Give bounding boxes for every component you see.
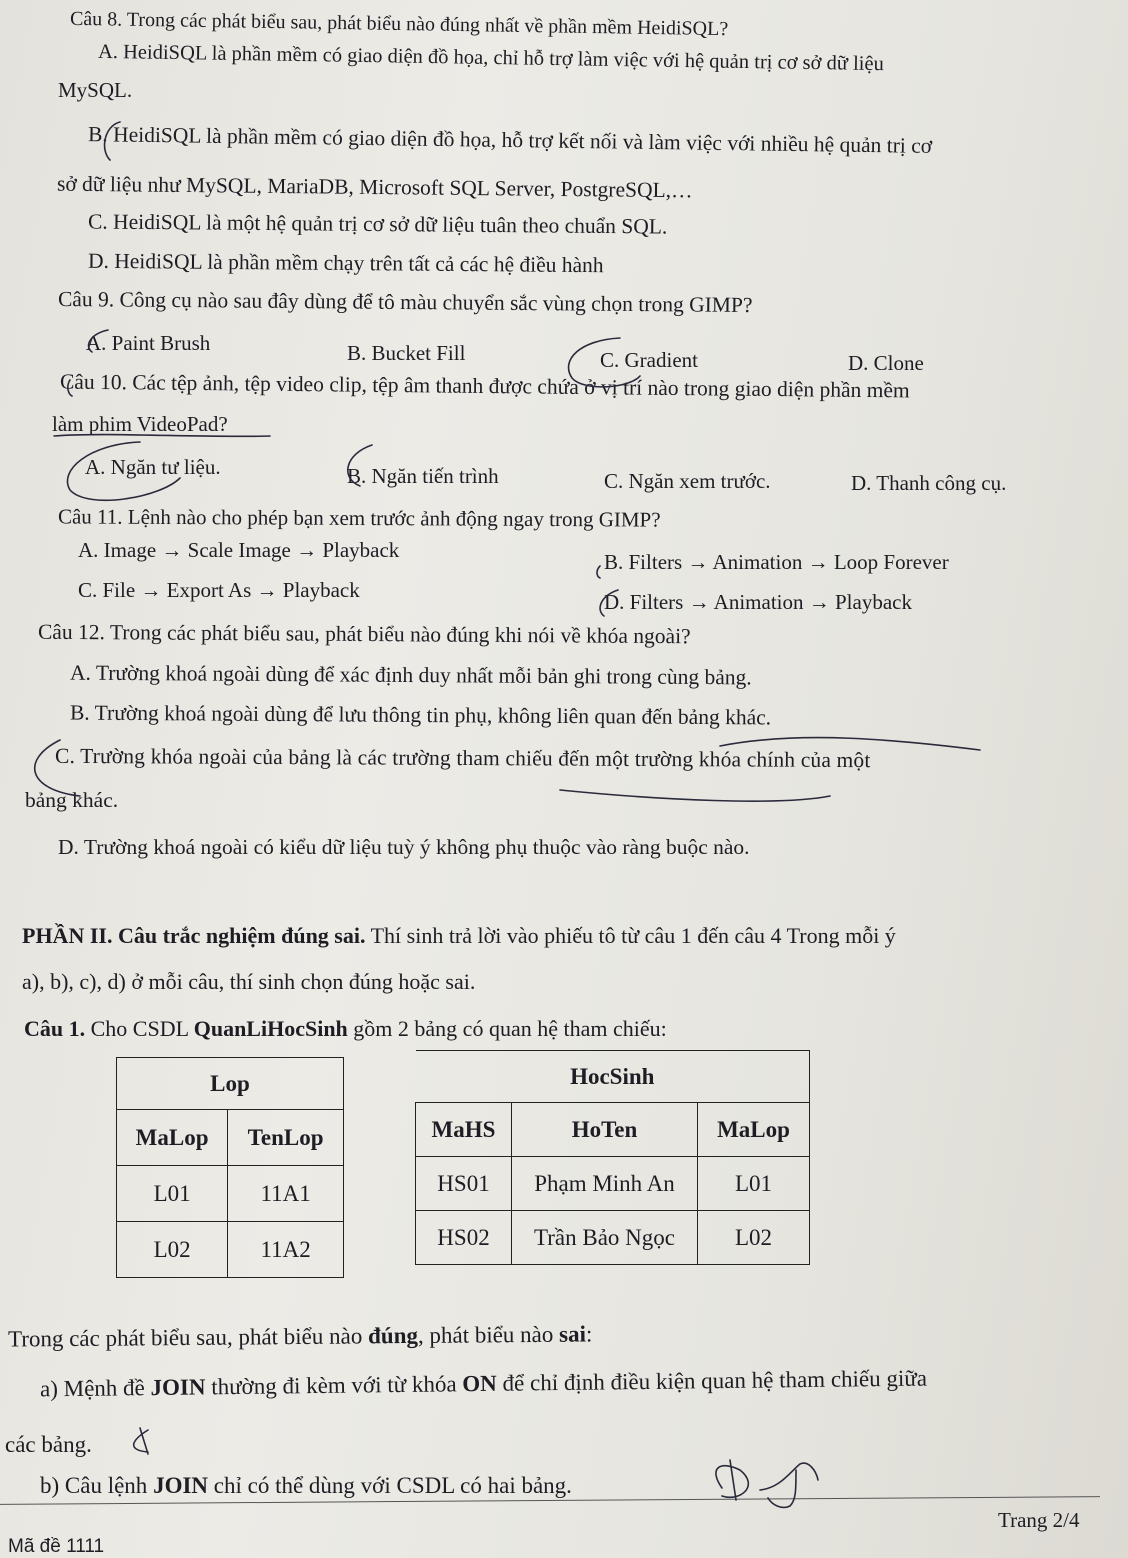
q11-option-c: C. File → Export As → Playback bbox=[78, 578, 360, 602]
statement-a-line2: các bảng. bbox=[5, 1432, 92, 1457]
q12-option-c-line1: C. Trường khóa ngoài của bảng là các trường tham chiếu đến một trường khóa chính của một bbox=[54, 743, 871, 773]
p2q1-text1: Cho CSDL bbox=[90, 1016, 189, 1041]
exam-code: Mã đề 1111 bbox=[8, 1536, 105, 1557]
q9-c-circle bbox=[569, 338, 640, 387]
q12-option-a: A. Trường khoá ngoài dùng để xác định duy nhất mỗi bản ghi trong cùng bảng. bbox=[69, 660, 752, 690]
q11-option-d: D. Filters → Animation → Playback bbox=[604, 590, 912, 614]
table-hocsinh-cell: HS02 bbox=[416, 1211, 512, 1265]
q8-title: Câu 8. Trong các phát biểu sau, phát biểu nào đúng nhất về phần mềm HeidiSQL? bbox=[69, 7, 729, 41]
table-hocsinh-cell: L01 bbox=[698, 1157, 810, 1211]
table-hocsinh-header: MaHS bbox=[416, 1103, 512, 1157]
statements-intro-pre: Trong các phát biểu sau, phát biểu nào bbox=[7, 1323, 363, 1352]
part2-instruction-line1: Thí sinh trả lời vào phiếu tô từ câu 1 đến câu 4 Trong mỗi ý bbox=[370, 923, 896, 948]
handwritten-ds bbox=[716, 1460, 818, 1507]
table-lop-cell: L02 bbox=[117, 1222, 228, 1278]
statements-intro-end: : bbox=[585, 1321, 593, 1347]
statement-a-pre: a) Mệnh đề bbox=[39, 1375, 145, 1402]
q12-title: Câu 12. Trong các phát biểu sau, phát biểu nào đúng khi nói về khóa ngoài? bbox=[37, 619, 691, 649]
q10-option-a: A. Ngăn tư liệu. bbox=[85, 455, 221, 479]
q11-option-b: B. Filters → Animation → Loop Forever bbox=[604, 550, 949, 574]
q8-option-a-line1: A. HeidiSQL là phần mềm có giao diện đồ họa, chỉ hỗ trợ làm việc với hệ quản trị cơ sở dữ liệu bbox=[97, 40, 884, 76]
q10-option-d: D. Thanh công cụ. bbox=[851, 471, 1007, 495]
q8-option-b-line1: B. HeidiSQL là phần mềm có giao diện đồ họa, hỗ trợ kết nối và làm việc với nhiều hệ quản trị cơ bbox=[87, 122, 933, 158]
statement-b-join: JOIN bbox=[153, 1473, 209, 1498]
statements-intro-sai: sai bbox=[558, 1321, 587, 1347]
table-lop-header: TenLop bbox=[228, 1110, 344, 1166]
q9-option-c: C. Gradient bbox=[600, 348, 698, 372]
q10-title-line2: làm phim VideoPad? bbox=[52, 412, 228, 436]
q12-option-d: D. Trường khoá ngoài có kiểu dữ liệu tuỳ ý không phụ thuộc vào ràng buộc nào. bbox=[58, 835, 750, 859]
p2q1-label: Câu 1. bbox=[24, 1016, 86, 1041]
statements-intro-mid: , phát biểu nào bbox=[417, 1321, 554, 1348]
statements-intro-dung: đúng bbox=[367, 1322, 419, 1349]
q12-c-arc bbox=[720, 738, 980, 750]
q10-a-circle bbox=[67, 442, 180, 500]
table-lop-cell: 11A1 bbox=[228, 1166, 344, 1222]
statement-b-post: chỉ có thể dùng với CSDL có hai bảng. bbox=[213, 1473, 572, 1498]
statement-a-mid: thường đi kèm với từ khóa bbox=[211, 1371, 457, 1400]
statement-b-pre: b) Câu lệnh bbox=[40, 1473, 148, 1498]
table-lop-cell: L01 bbox=[117, 1166, 228, 1222]
table-lop-cell: 11A2 bbox=[228, 1222, 344, 1278]
q10-title-underline bbox=[54, 435, 270, 437]
statement-a-post: để chỉ định điều kiện quan hệ tham chiếu giữa bbox=[502, 1365, 928, 1396]
table-hocsinh-cell: Trần Bảo Ngọc bbox=[512, 1211, 698, 1265]
q12-option-c-line2: bảng khác. bbox=[25, 788, 119, 812]
page-number: Trang 2/4 bbox=[998, 1508, 1080, 1532]
q8-option-b-line2: sở dữ liệu như MySQL, MariaDB, Microsoft SQL Server, PostgreSQL,… bbox=[56, 171, 693, 203]
q10-title-line1: Câu 10. Các tệp ảnh, tệp video clip, tệp âm thanh được chứa ở vị trí nào trong giao diện phần mềm bbox=[59, 369, 910, 403]
part2-instruction-line2: a), b), c), d) ở mỗi câu, thí sinh chọn đúng hoặc sai. bbox=[22, 969, 476, 994]
q10-c-circle-mark bbox=[68, 380, 72, 396]
table-hocsinh-cell: HS01 bbox=[416, 1157, 512, 1211]
q9-option-a: A. Paint Brush bbox=[86, 331, 211, 355]
q11-option-a: A. Image → Scale Image → Playback bbox=[78, 538, 400, 562]
q10-option-b: B. Ngăn tiến trình bbox=[347, 464, 499, 488]
q10-option-c: C. Ngăn xem trước. bbox=[604, 469, 771, 493]
table-hocsinh-cell: Phạm Minh An bbox=[512, 1157, 698, 1211]
table-lop-name: Lop bbox=[117, 1058, 344, 1110]
q9-a-circle-mark bbox=[89, 330, 108, 352]
q8-option-c: C. HeidiSQL là một hệ quản trị cơ sở dữ liệu tuân theo chuẩn SQL. bbox=[87, 209, 668, 239]
q11-b-mark bbox=[597, 566, 600, 578]
part2-heading: PHẦN II. Câu trắc nghiệm đúng sai. bbox=[22, 923, 366, 948]
q12-c-underline bbox=[560, 790, 830, 801]
table-hocsinh-cell: L02 bbox=[698, 1211, 810, 1265]
q9-option-b: B. Bucket Fill bbox=[347, 341, 466, 365]
q12-option-b: B. Trường khoá ngoài dùng để lưu thông tin phụ, không liên quan đến bảng khác. bbox=[69, 700, 772, 730]
q8-b-circle-mark bbox=[105, 122, 120, 160]
table-hocsinh-header: MaLop bbox=[698, 1103, 810, 1157]
q9-option-d: D. Clone bbox=[848, 351, 924, 375]
statement-a-on: ON bbox=[462, 1370, 497, 1397]
q12-c-circle bbox=[35, 740, 80, 796]
q11-title: Câu 11. Lệnh nào cho phép bạn xem trước ảnh động ngay trong GIMP? bbox=[57, 504, 661, 532]
q11-d-circle bbox=[600, 590, 618, 616]
q8-option-a-line2: MySQL. bbox=[58, 78, 133, 102]
table-hocsinh-header: HoTen bbox=[512, 1103, 698, 1157]
table-hocsinh-name: HocSinh bbox=[416, 1051, 810, 1103]
tick-mark-a bbox=[134, 1428, 148, 1454]
p2q1-db-name: QuanLiHocSinh bbox=[193, 1016, 348, 1041]
q10-b-circle bbox=[348, 445, 372, 486]
q9-title: Câu 9. Công cụ nào sau đây dùng để tô màu chuyển sắc vùng chọn trong GIMP? bbox=[57, 286, 753, 318]
q8-option-d: D. HeidiSQL là phần mềm chạy trên tất cả các hệ điều hành bbox=[87, 248, 604, 278]
statement-a-join: JOIN bbox=[150, 1374, 206, 1401]
p2q1-text2: gồm 2 bảng có quan hệ tham chiếu: bbox=[353, 1016, 667, 1041]
table-lop-header: MaLop bbox=[117, 1110, 228, 1166]
